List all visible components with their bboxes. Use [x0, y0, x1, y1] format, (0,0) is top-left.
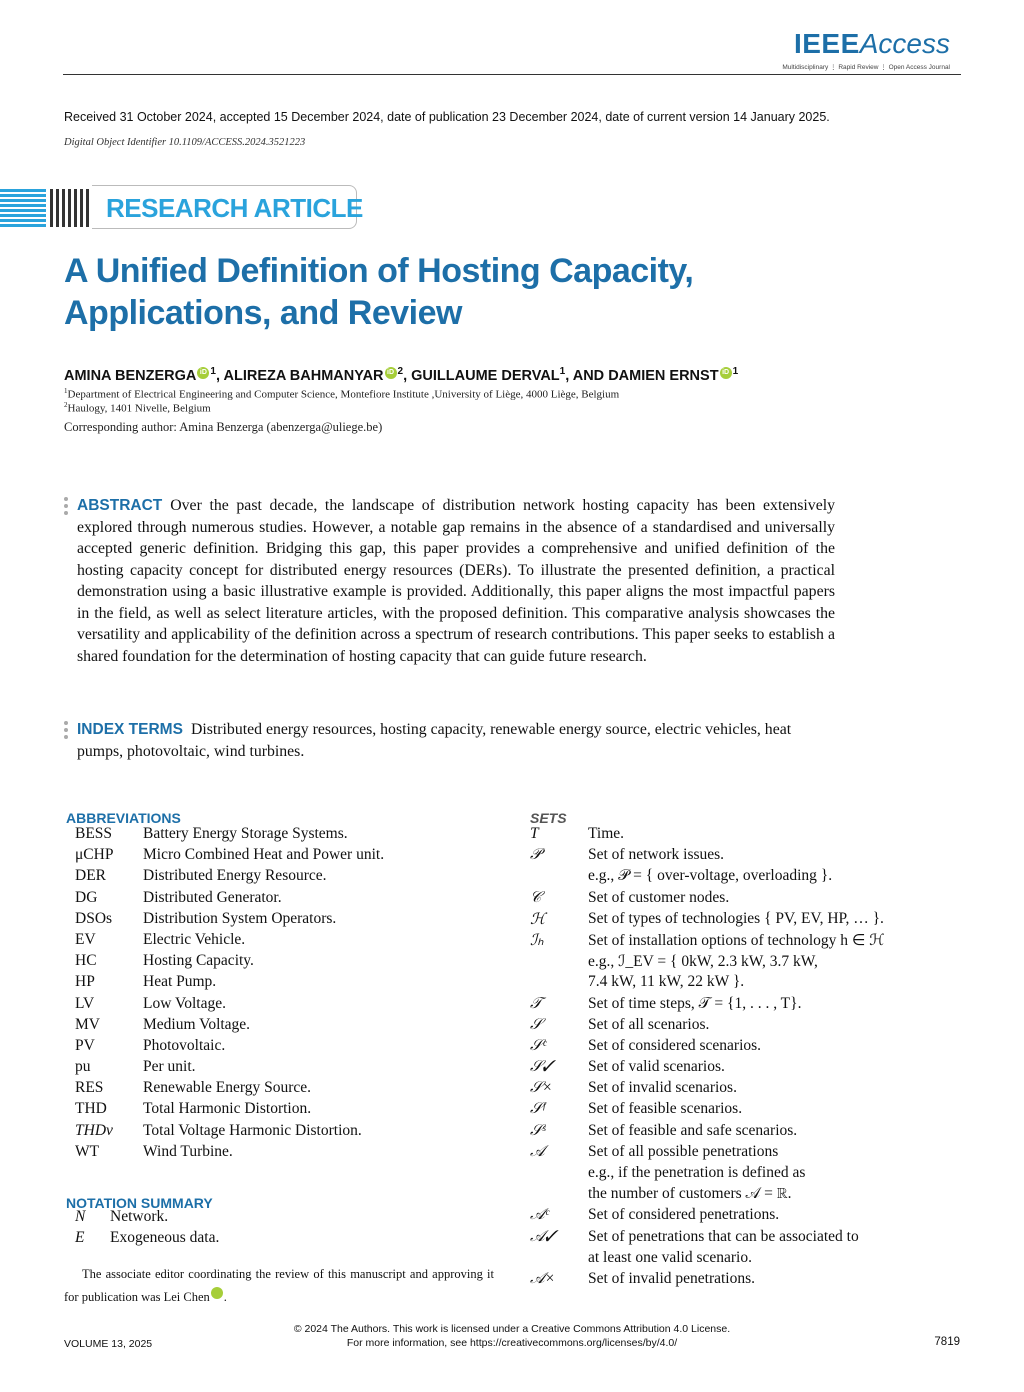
set-definition: Set of valid scenarios. [588, 1058, 725, 1076]
affiliation-text: Department of Electrical Engineering and Computer Science, Montefiore Institute ,University of Liège, 4000 Liège, Belgium [67, 388, 620, 401]
license-notice [0, 1322, 1024, 1350]
set-row [530, 1058, 970, 1079]
list-row [75, 1037, 495, 1058]
term-key: E [75, 1229, 85, 1247]
set-definition-continued: e.g., if the penetration is defined as [588, 1164, 806, 1181]
term-key: PV [75, 1036, 95, 1054]
affiliation-sup: 1 [64, 387, 68, 395]
term-key: pu [75, 1058, 91, 1076]
list-row [75, 1208, 495, 1229]
set-definition: Set of invalid scenarios. [588, 1079, 737, 1097]
set-definition: Set of all scenarios. [588, 1015, 710, 1033]
set-row [530, 1037, 970, 1058]
term-definition: Distributed Energy Resource. [143, 867, 327, 885]
orcid-icon[interactable]: iD [385, 367, 397, 379]
set-definition-continued: the number of customers 𝒜 = ℝ. [588, 1185, 792, 1203]
term-definition: Battery Energy Storage Systems. [143, 825, 348, 842]
author-separator: , AND [565, 367, 609, 384]
article-type-banner [0, 185, 363, 231]
logo-ieee: IEEE [793, 28, 860, 59]
set-row [530, 1016, 970, 1037]
set-definition: Set of feasible and safe scenarios. [588, 1121, 798, 1139]
set-symbol: 𝒜 [530, 1142, 545, 1160]
author-name: GUILLAUME DERVAL [411, 367, 560, 384]
list-row [75, 825, 495, 846]
term-definition: Distributed Generator. [143, 888, 282, 906]
set-symbol: 𝒜ᶜ [530, 1206, 549, 1224]
set-symbol: 𝒫 [530, 846, 542, 864]
set-symbol: 𝒮✓ [530, 1058, 554, 1076]
set-row [530, 995, 970, 1016]
notation-heading: NOTATION SUMMARY [66, 1195, 213, 1211]
set-definition: Set of time steps, 𝒯 = {1, . . . , T}. [588, 994, 802, 1012]
editor-note: The associate editor coordinating the review of this manuscript and approving it for publication was Lei Chen iD. [64, 1267, 494, 1304]
list-row [75, 1100, 495, 1121]
license-line-2[interactable]: For more information, see https://creativecommons.org/licenses/by/4.0/ [346, 1337, 678, 1349]
abbreviations-heading: ABBREVIATIONS [66, 810, 181, 826]
set-row [530, 1079, 970, 1100]
abstract-label: ABSTRACT [77, 497, 163, 514]
set-symbol: 𝒮ˢ [530, 1121, 546, 1139]
author-separator: , [403, 367, 412, 384]
term-key: N [75, 1208, 86, 1225]
term-definition: Total Harmonic Distortion. [143, 1100, 312, 1118]
list-row [75, 952, 495, 973]
set-definition: Set of types of technologies { PV, EV, HP, … }. [588, 909, 884, 927]
set-row [530, 1270, 970, 1291]
author-name: ALIREZA BAHMANYAR [223, 367, 384, 384]
term-key: MV [75, 1015, 100, 1033]
term-definition: Micro Combined Heat and Power unit. [143, 846, 385, 864]
set-row [530, 1228, 970, 1249]
list-row [75, 846, 495, 867]
set-row [530, 931, 970, 952]
list-row [75, 867, 495, 888]
list-row [75, 1058, 495, 1079]
set-symbol: ℐₕ [530, 931, 544, 949]
index-text: Distributed energy resources, hosting capacity, renewable energy source, electric vehicles, heat pumps, photovoltaic, wind turbines. [77, 721, 792, 760]
abbreviations-list [75, 825, 495, 1164]
set-symbol: 𝒮ᶠ [530, 1100, 545, 1118]
set-definition: Set of considered penetrations. [588, 1206, 780, 1224]
term-definition: Network. [110, 1208, 169, 1225]
set-row [530, 846, 970, 867]
set-row [530, 1100, 970, 1121]
index-dots [64, 721, 69, 742]
set-symbol: ℋ [530, 910, 546, 928]
author-separator: , [215, 367, 224, 384]
set-definition: Time. [588, 825, 625, 842]
set-symbol: 𝒯 [530, 994, 542, 1012]
sets-list [530, 825, 970, 1291]
title-line-1: A Unified Definition of Hosting Capacity, [64, 252, 694, 290]
term-definition: Photovoltaic. [143, 1036, 226, 1054]
orcid-icon[interactable]: iD [720, 367, 732, 379]
set-row [530, 889, 970, 910]
page-number: 7819 [934, 1336, 960, 1348]
abstract [77, 495, 835, 667]
term-definition: Heat Pump. [143, 973, 217, 991]
journal-logo [794, 28, 950, 60]
list-row [75, 1143, 495, 1164]
set-symbol: 𝒮ᶜ [530, 1036, 547, 1054]
author-affil-sup: 1 [559, 366, 566, 377]
term-definition: Electric Vehicle. [143, 930, 246, 948]
list-row [75, 1016, 495, 1037]
title-line-2: Applications, and Review [64, 294, 462, 332]
term-key: THD [75, 1100, 107, 1118]
set-definition-continued: e.g., ℐ_EV = { 0kW, 2.3 kW, 3.7 kW, [588, 953, 818, 971]
author-name: AMINA BENZERGA [64, 367, 197, 384]
article-type-label: RESEARCH ARTICLE [106, 193, 363, 223]
list-row [75, 1122, 495, 1143]
editor-note-text: The associate editor coordinating the review of this manuscript and approving it for publication was Lei Chen [64, 1267, 494, 1304]
term-key: HP [75, 973, 95, 991]
volume-info: VOLUME 13, 2025 [64, 1338, 153, 1350]
set-row [530, 1206, 970, 1227]
term-key: DER [75, 867, 106, 885]
set-symbol: 𝒜✓ [530, 1227, 557, 1245]
set-row [530, 1143, 970, 1164]
affiliation-1 [64, 387, 619, 401]
affiliation-text: Haulogy, 1401 Nivelle, Belgium [67, 402, 211, 415]
set-row [530, 1122, 970, 1143]
index-label: INDEX TERMS [77, 721, 183, 738]
term-definition: Distribution System Operators. [143, 909, 337, 927]
author-affil-sup: 2 [397, 366, 404, 377]
abstract-text: Over the past decade, the landscape of distribution network hosting capacity has been extensively explored through numerous studies. However, a notable gap remains in the absence of a standardised and universally accepted generic definition. Bridging this gap, this paper provides a comprehensive and unified definition of the hosting capacity concept for distributed energy resources (DERs). To illustrate the presented definition, a practical demonstration using a basic illustrative example is provided. Additionally, this paper aligns the most impactful papers in the field, as well as select literature articles, with the proposed definition. This comparative analysis showcases the versatility and applicability of the definition across a spectrum of research contributions. This paper seeks to establish a shared foundation for the determination of hosting capacity that can guide future research. [77, 497, 835, 665]
term-definition: Low Voltage. [143, 994, 226, 1012]
author-list [64, 366, 738, 384]
list-row [75, 1079, 495, 1100]
term-definition: Per unit. [143, 1058, 196, 1076]
term-key: RES [75, 1079, 104, 1097]
set-definition: Set of all possible penetrations [588, 1142, 779, 1160]
set-definition: Set of considered scenarios. [588, 1036, 762, 1054]
term-key: HC [75, 952, 97, 970]
affiliation-sup: 2 [64, 401, 68, 409]
index-terms [77, 719, 835, 762]
set-symbol: 𝒮× [530, 1079, 553, 1097]
term-definition: Renewable Energy Source. [143, 1079, 312, 1097]
set-definition: Set of customer nodes. [588, 888, 730, 906]
notation-list [75, 1208, 495, 1250]
term-definition: Wind Turbine. [143, 1142, 233, 1160]
term-key: LV [75, 994, 95, 1012]
set-symbol: T [530, 825, 539, 842]
banner-bars [50, 189, 90, 227]
term-definition: Medium Voltage. [143, 1015, 251, 1033]
term-key: μCHP [75, 846, 114, 864]
author-affil-sup: 1 [210, 366, 216, 377]
term-key: EV [75, 930, 96, 948]
affiliation-2 [64, 401, 211, 415]
set-definition: Set of installation options of technology h ∈ ℋ [588, 931, 885, 949]
term-definition: Hosting Capacity. [143, 952, 254, 970]
set-definition-continued: at least one valid scenario. [588, 1248, 752, 1266]
author-name: DAMIEN ERNST [608, 367, 719, 384]
list-row [75, 889, 495, 910]
list-row [75, 1229, 495, 1250]
set-definition: Set of invalid penetrations. [588, 1269, 756, 1287]
set-definition-continued: 7.4 kW, 11 kW, 22 kW }. [588, 973, 745, 991]
set-definition: Set of penetrations that can be associated to [588, 1227, 859, 1245]
banner-stripes [0, 189, 46, 227]
set-definition: Set of feasible scenarios. [588, 1100, 743, 1118]
term-key: DSOs [75, 909, 113, 927]
license-line-1: © 2024 The Authors. This work is licensed under a Creative Commons Attribution 4.0 License. [293, 1323, 731, 1335]
set-symbol: 𝒞 [530, 888, 542, 906]
publication-dates: Received 31 October 2024, accepted 15 December 2024, date of publication 23 December 2024, date of current version 14 January 2025. [64, 110, 830, 124]
term-key: BESS [75, 825, 113, 842]
corresponding-author: Corresponding author: Amina Benzerga (abenzerga@uliege.be) [64, 420, 383, 434]
term-key: DG [75, 888, 98, 906]
set-symbol: 𝒮 [530, 1015, 542, 1033]
set-row [530, 910, 970, 931]
set-definition-continued: e.g., 𝒫 = { over-voltage, overloading }. [588, 867, 833, 885]
sets-heading: SETS [530, 810, 567, 826]
orcid-icon[interactable]: iD [197, 367, 209, 379]
set-row [530, 825, 970, 846]
list-row [75, 973, 495, 994]
paper-title [64, 250, 964, 334]
header-rule [63, 74, 961, 75]
term-key: WT [75, 1142, 100, 1160]
set-symbol: 𝒜× [530, 1269, 556, 1287]
set-definition: Set of network issues. [588, 846, 725, 864]
journal-tagline: Multidisciplinary ⋮ Rapid Review ⋮ Open Access Journal [782, 64, 950, 71]
list-row [75, 931, 495, 952]
author-affil-sup: 1 [732, 366, 739, 377]
term-key: THDv [75, 1121, 113, 1139]
orcid-icon[interactable]: iD [211, 1287, 223, 1299]
abstract-dots [64, 497, 69, 518]
list-row [75, 910, 495, 931]
list-row [75, 995, 495, 1016]
term-definition: Total Voltage Harmonic Distortion. [143, 1121, 362, 1139]
term-definition: Exogeneous data. [110, 1229, 220, 1247]
logo-access: Access [859, 28, 950, 59]
doi: Digital Object Identifier 10.1109/ACCESS.2024.3521223 [64, 137, 306, 148]
